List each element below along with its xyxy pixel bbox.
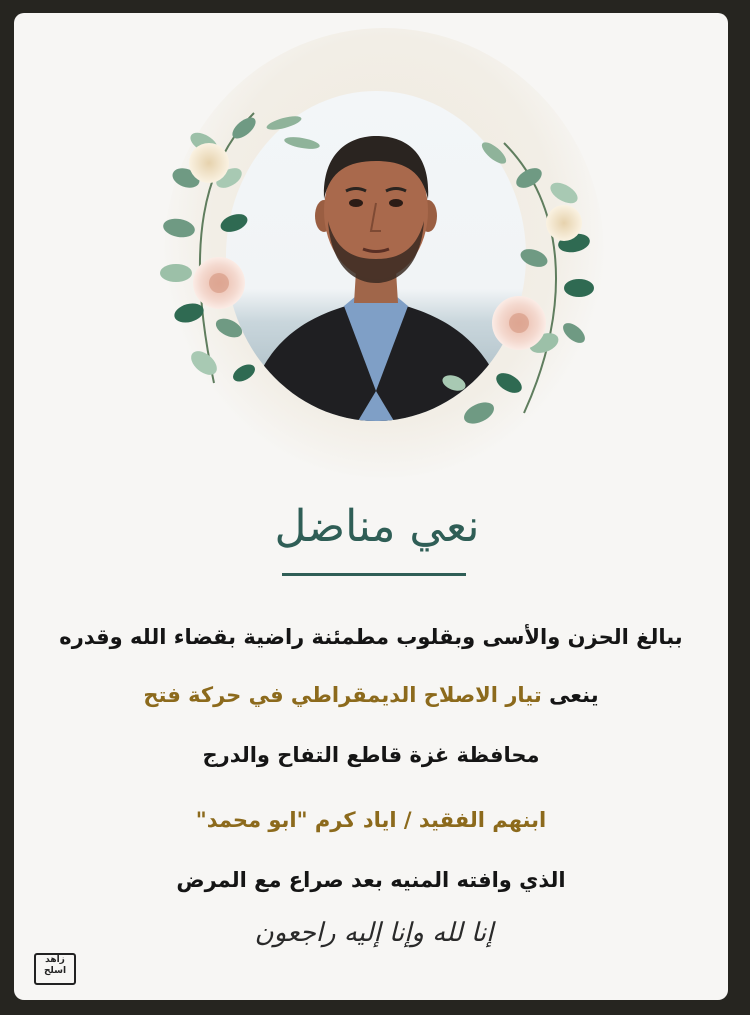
- condolence-line-3: محافظة غزة قاطع التفاح والدرج: [202, 743, 540, 767]
- stamp-line-2: اسلح: [43, 966, 67, 976]
- headline-divider: [282, 573, 466, 576]
- condolence-line-5: الذي وافته المنيه بعد صراع مع المرض: [176, 868, 566, 892]
- condolence-line-1: ببالغ الحزن والأسى وبقلوب مطمئنة راضية بقضاء الله وقدره: [59, 625, 683, 649]
- headline-calligraphy: [272, 483, 482, 563]
- organization-name: تيار الاصلاح الديمقراطي في حركة فتح: [143, 683, 542, 707]
- obituary-card: [14, 13, 728, 1000]
- headline-text: نعي مناضل: [274, 501, 480, 552]
- designer-stamp: [34, 953, 76, 985]
- stamp-line-1: زاهد: [45, 955, 65, 965]
- closing-verse: إنا لله وإنا إليه راجعون: [254, 918, 494, 948]
- condolence-line-2: [54, 683, 688, 707]
- floral-wreath: [134, 83, 624, 463]
- cream-flower: [189, 143, 229, 183]
- left-branch: [160, 113, 321, 385]
- cream-flower-right: [546, 205, 582, 241]
- announcer-verb: ينعى: [549, 683, 599, 707]
- right-branch: [440, 139, 594, 428]
- deceased-name: ابنهم الفقيد / اياد كرم "ابو محمد": [195, 808, 547, 832]
